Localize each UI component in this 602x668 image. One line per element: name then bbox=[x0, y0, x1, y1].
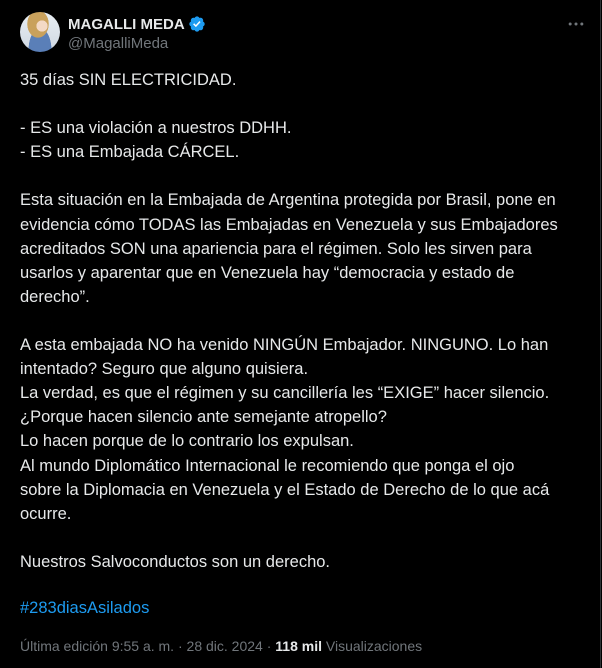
more-horizontal-icon bbox=[566, 14, 586, 34]
tweet-text-line: ¿Porque hacen silencio ante semejante atropello? bbox=[20, 408, 387, 427]
tweet-text-line: evidencia cómo TODAS las Embajadas en Venezuela y sus Embajadores bbox=[20, 215, 558, 234]
more-options-button[interactable] bbox=[564, 12, 588, 36]
author-name-row bbox=[68, 14, 206, 34]
meta-separator: · bbox=[174, 638, 187, 654]
tweet-text-line: La verdad, es que el régimen y su cancillería les “EXIGE” hacer silencio. bbox=[20, 384, 550, 403]
tweet-text-line: acreditados SON una apariencia para el régimen. Solo les sirven para bbox=[20, 239, 532, 258]
tweet-text-line: ocurre. bbox=[20, 504, 72, 523]
author-handle[interactable]: @MagalliMeda bbox=[68, 35, 169, 52]
paragraph-gap bbox=[20, 309, 590, 333]
edited-timestamp-link[interactable]: Última edición 9:55 a. m. bbox=[20, 638, 175, 654]
meta-separator: · bbox=[262, 638, 276, 654]
tweet-text-line: - ES una violación a nuestros DDHH. bbox=[20, 119, 292, 138]
tweet-text-line: Esta situación en la Embajada de Argentina protegida por Brasil, pone en bbox=[20, 191, 556, 210]
tweet-text-line: Nuestros Salvoconductos son un derecho. bbox=[20, 552, 331, 571]
tweet-text-line: sobre la Diplomacia en Venezuela y el Estado de Derecho de lo que acá bbox=[20, 480, 550, 499]
views-label: Visualizaciones bbox=[321, 638, 423, 654]
tweet-text-line: - ES una Embajada CÁRCEL. bbox=[20, 143, 240, 162]
hashtag-link[interactable]: #283diasAsilados bbox=[20, 599, 150, 617]
author-display-name[interactable]: MAGALLI MEDA bbox=[68, 15, 185, 33]
paragraph-gap bbox=[20, 92, 590, 116]
tweet-text-line: Lo hacen porque de lo contrario los expulsan. bbox=[20, 432, 354, 451]
tweet-text-line: derecho”. bbox=[20, 287, 90, 306]
avatar[interactable] bbox=[20, 12, 60, 52]
tweet-text-line: Al mundo Diplomático Internacional le recomiendo que ponga el ojo bbox=[20, 456, 515, 475]
tweet-header bbox=[20, 12, 590, 56]
tweet-meta bbox=[20, 636, 422, 656]
tweet-text-line: intentado? Seguro que alguno quisiera. bbox=[20, 360, 309, 379]
paragraph-gap bbox=[20, 164, 590, 188]
verified-badge-icon bbox=[188, 15, 206, 33]
tweet-text-line: usarlos y aparentar que en Venezuela hay “democracia y estado de bbox=[20, 263, 515, 282]
tweet-text bbox=[20, 68, 590, 574]
tweet-date[interactable]: 28 dic. 2024 bbox=[186, 638, 263, 654]
paragraph-gap bbox=[20, 526, 590, 550]
views-count: 118 mil bbox=[275, 638, 322, 654]
tweet-text-line: A esta embajada NO ha venido NINGÚN Embajador. NINGUNO. Lo han bbox=[20, 336, 549, 355]
tweet-text-line: 35 días SIN ELECTRICIDAD. bbox=[20, 71, 237, 89]
